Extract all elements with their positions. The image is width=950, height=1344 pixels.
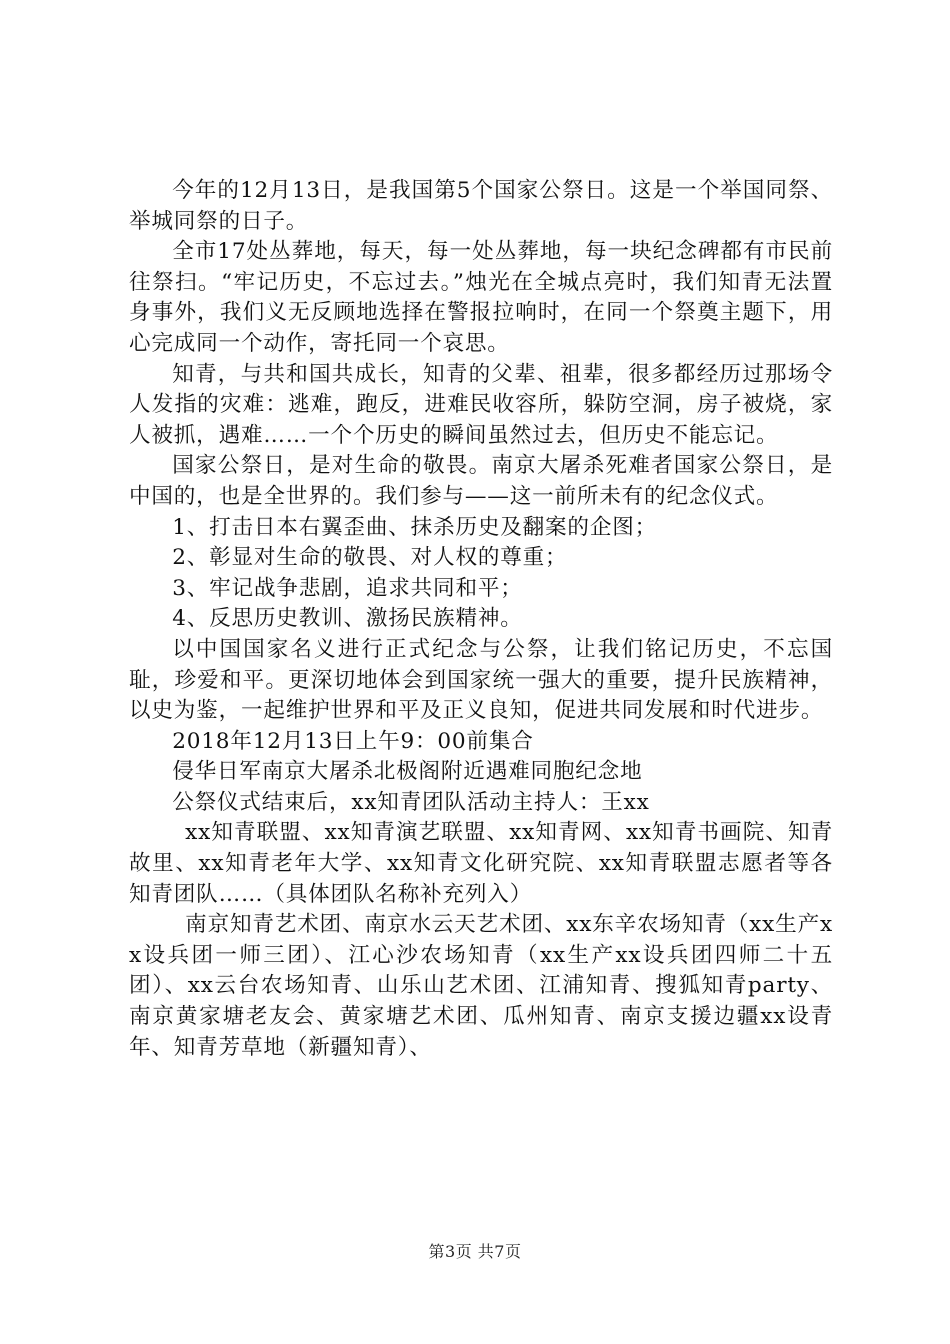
- list-item-4: 4、反思历史教训、激扬民族精神。: [172, 606, 523, 632]
- paragraph-reverence-for-life: 国家公祭日，是对生命的敬畏。南京大屠杀死难者国家公祭日，是中国的，也是全世界的。我们参与——这一前所未有的纪念仪式。: [129, 453, 833, 509]
- paragraph-location: 侵华日军南京大屠杀北极阁附近遇难同胞纪念地: [172, 759, 643, 785]
- paragraph-host: 公祭仪式结束后，xx知青团队活动主持人：王xx: [172, 789, 650, 815]
- list-item-2: 2、彰显对生命的敬畏、对人权的尊重；: [172, 545, 568, 571]
- paragraph-memorial-day-intro: 今年的12月13日，是我国第5个国家公祭日。这是一个举国同祭、举城同祭的日子。: [129, 178, 833, 234]
- paragraph-participating-groups: 南京知青艺术团、南京水云天艺术团、xx东辛农场知青（xx生产xx设兵团一师三团）、江心沙农场知青（xx生产xx设兵团四师二十五团）、xx云台农场知青、山乐山艺术团、江浦知青、搜狐知青party、南京黄家塘老友会、黄家塘艺术团、瓜州知青、南京支援边疆xx设青年、知青芳草地（新疆知青）、: [129, 912, 833, 1060]
- paragraph-commemoration-purpose: 以中国国家名义进行正式纪念与公祭，让我们铭记历史，不忘国耻，珍爱和平。更深切地体会到国家统一强大的重要，提升民族精神，以史为鉴，一起维护世界和平及正义良知，促进共同发展和时代进步。: [129, 636, 833, 724]
- page-footer: 第3页 共7页: [428, 1242, 522, 1261]
- paragraph-burial-sites: 全市17处丛葬地，每天，每一处丛葬地，每一块纪念碑都有市民前往祭扫。“牢记历史，不忘过去。”烛光在全城点亮时，我们知青无法置身事外，我们义无反顾地选择在警报拉响时，在同一个祭奠主题下，用心完成同一个动作，寄托同一个哀思。: [129, 239, 833, 356]
- list-item-1: 1、打击日本右翼歪曲、抹杀历史及翻案的企图；: [172, 514, 657, 540]
- document-body: [129, 176, 833, 1063]
- list-item-3: 3、牢记战争悲剧，追求共同和平；: [172, 575, 523, 601]
- paragraph-organizers: xx知青联盟、xx知青演艺联盟、xx知青网、xx知青书画院、知青故里、xx知青老年大学、xx知青文化研究院、xx知青联盟志愿者等各知青团队……（具体团队名称补充列入）: [129, 820, 833, 907]
- paragraph-zhiqing-history: 知青，与共和国共成长，知青的父辈、祖辈，很多都经历过那场令人发指的灾难：逃难，跑反，进难民收容所，躲防空洞，房子被烧，家人被抓，遇难……一个个历史的瞬间虽然过去，但历史不能忘记。: [129, 361, 833, 448]
- paragraph-assembly-time: 2018年12月13日上午9：00前集合: [172, 728, 534, 754]
